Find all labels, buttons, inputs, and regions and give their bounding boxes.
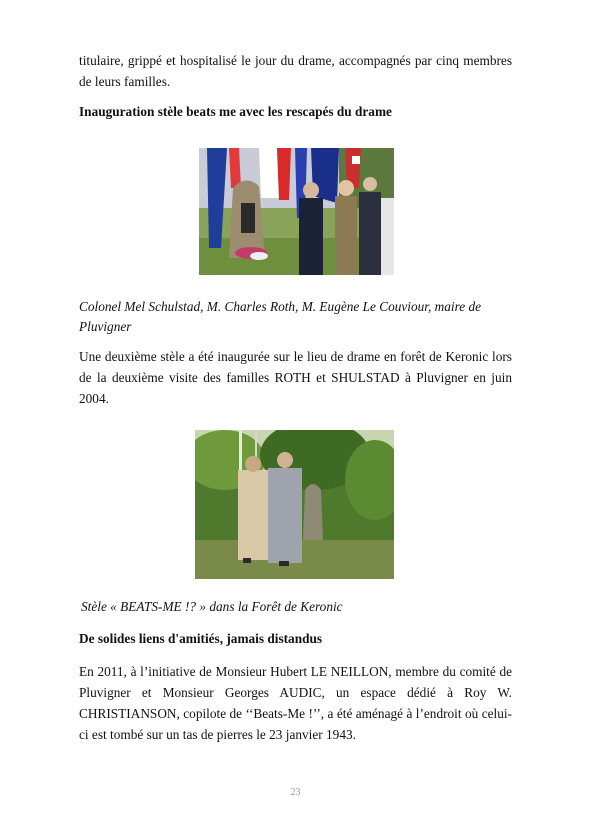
intro-paragraph: titulaire, grippé et hospitalisé le jour du drame, accompagnés par cinq membres de leurs familles.	[79, 53, 512, 89]
section-heading-friendship: De solides liens d'amitiés, jamais distandus	[79, 631, 323, 646]
inauguration-photo	[199, 148, 394, 275]
keronic-stele-caption: Stèle « BEATS-ME !? » dans la Forêt de Keronic	[81, 599, 343, 614]
second-stele-paragraph: Une deuxième stèle a été inaugurée sur le lieu de drame en forêt de Keronic lors de la deuxième visite des familles ROTH et SHULSTAD à Pluvigner en juin 2004.	[79, 349, 512, 406]
section-heading-inauguration: Inauguration stèle beats me avec les rescapés du drame	[79, 104, 392, 119]
christianson-paragraph: En 2011, à l’initiative de Monsieur Hubert LE NEILLON, membre du comité de Pluvigner et Monsieur Georges AUDIC, un espace dédié à Roy W. CHRISTIANSON, copilote de ‘‘Beats-Me !’’, a été aménagé à l’endroit où celui-ci est tombé sur un tas de pierres le 23 janvier 1943.	[79, 664, 512, 742]
keronic-stele-photo	[195, 430, 394, 579]
inauguration-photo-caption: Colonel Mel Schulstad, M. Charles Roth, M. Eugène Le Couviour, maire de Pluvigner	[79, 299, 482, 334]
page-number: 23	[290, 787, 301, 798]
